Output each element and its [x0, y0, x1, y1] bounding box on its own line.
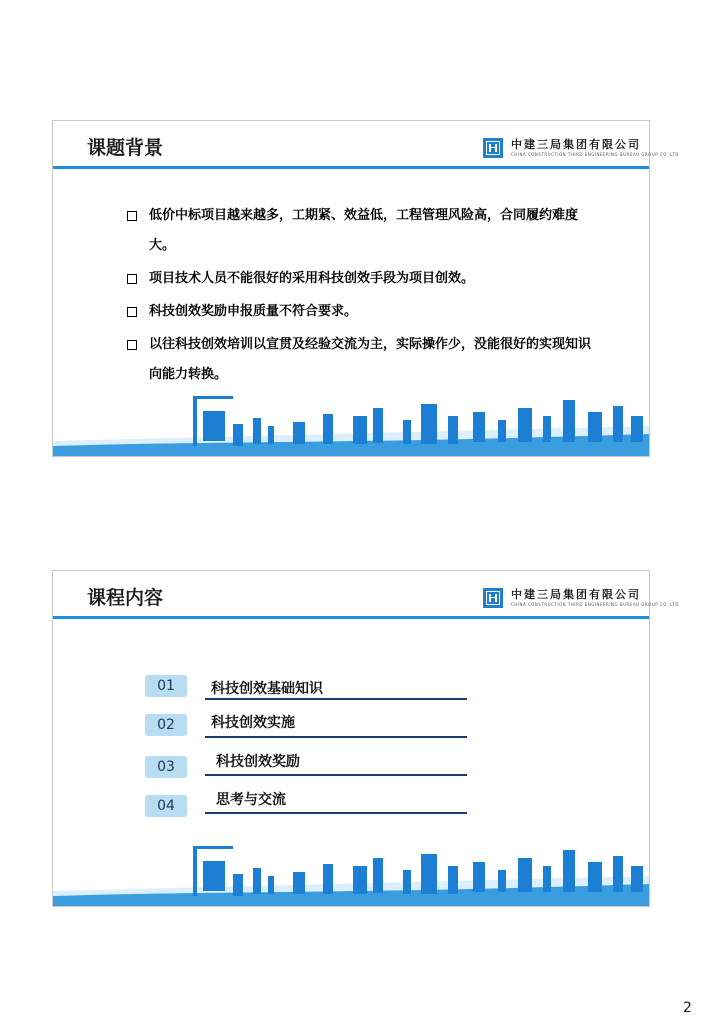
checkbox-square-icon [127, 307, 137, 317]
bullet-item: 项目技术人员不能很好的采用科技创效手段为项目创效。 [127, 264, 597, 294]
cscec-logo-icon [483, 138, 503, 158]
course-item-number: 03 [145, 756, 187, 778]
slide-course-content [52, 570, 679, 907]
slide-header [53, 121, 679, 171]
course-item-underline [205, 698, 467, 700]
checkbox-square-icon [127, 211, 137, 221]
slide-title: 课题背景 [87, 137, 164, 159]
course-item-label: 科技创效基础知识 [211, 681, 323, 697]
course-item-label: 思考与交流 [216, 792, 286, 808]
bullet-item: 以往科技创效培训以宣贯及经验交流为主，实际操作少，没能很好的实现知识向能力转换。 [127, 330, 597, 390]
checkbox-square-icon [127, 340, 137, 350]
course-item-number: 01 [145, 675, 187, 697]
course-item-number: 02 [145, 714, 187, 736]
cscec-logo-icon [483, 588, 503, 608]
course-item-04 [145, 789, 475, 819]
course-item-underline [205, 812, 467, 814]
course-item-01 [145, 673, 475, 703]
checkbox-square-icon [127, 274, 137, 284]
course-item-03 [145, 751, 475, 781]
company-name-en: CHINA CONSTRUCTION THIRD ENGINEERING BUREAU GROUP CO.,LTD [511, 602, 679, 607]
course-item-label: 科技创效奖励 [216, 754, 300, 770]
header-divider [53, 166, 649, 169]
course-item-underline [205, 774, 467, 776]
slide-header [53, 571, 679, 621]
background-bullet-list [127, 201, 597, 393]
company-name: 中建三局集团有限公司 [511, 588, 641, 601]
company-logo [483, 586, 679, 608]
course-item-02 [145, 711, 475, 741]
course-item-underline [205, 736, 467, 738]
slide-course-background [52, 120, 679, 457]
city-skyline-decoration [53, 836, 649, 906]
city-skyline-decoration [53, 386, 649, 456]
company-name-en: CHINA CONSTRUCTION THIRD ENGINEERING BUREAU GROUP CO.,LTD [511, 152, 679, 157]
company-logo [483, 136, 679, 158]
header-divider [53, 616, 649, 619]
company-name: 中建三局集团有限公司 [511, 138, 641, 151]
course-item-number: 04 [145, 795, 187, 817]
bullet-item: 科技创效奖励申报质量不符合要求。 [127, 297, 597, 327]
page-number: 2 [683, 1000, 692, 1016]
slide-title: 课程内容 [87, 587, 164, 609]
bullet-item: 低价中标项目越来越多，工期紧、效益低，工程管理风险高，合同履约难度大。 [127, 201, 597, 261]
course-item-label: 科技创效实施 [211, 715, 295, 731]
